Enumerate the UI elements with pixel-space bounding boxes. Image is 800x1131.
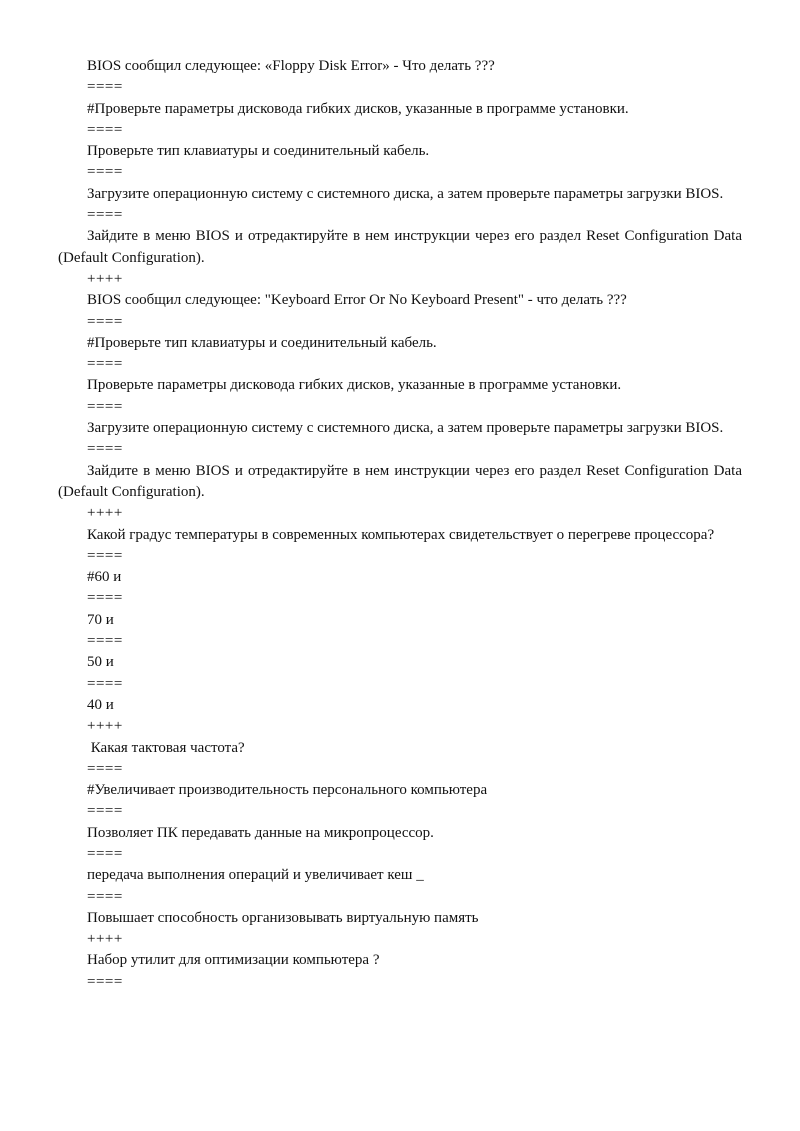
- answer-text: передача выполнения операций и увеличивает кеш _: [87, 867, 424, 884]
- answer-text: Зайдите в меню BIOS и отредактируйте в нем инструкции через его раздел Reset Configuration Data (Default Configuration).: [58, 228, 742, 266]
- answer-separator: ====: [87, 888, 123, 905]
- answer-separator: ====: [87, 79, 123, 96]
- question-separator: ++++: [87, 505, 123, 522]
- answer-text: Загрузите операционную систему с системного диска, а затем проверьте параметры загрузки BIOS.: [87, 420, 724, 437]
- answer-text: #60 и: [87, 569, 122, 586]
- answer-separator: ====: [87, 845, 123, 862]
- answer-separator: ====: [87, 398, 123, 415]
- answer-text: Зайдите в меню BIOS и отредактируйте в нем инструкции через его раздел Reset Configuration Data (Default Configuration).: [58, 462, 742, 500]
- answer-separator: ====: [87, 441, 123, 458]
- answer-separator: ====: [87, 313, 123, 330]
- answer-text: 40 и: [87, 696, 114, 713]
- answer-separator: ====: [87, 356, 123, 373]
- answer-text: Проверьте параметры дисковода гибких дисков, указанные в программе установки.: [87, 377, 622, 394]
- answer-text: #Проверьте параметры дисковода гибких дисков, указанные в программе установки.: [87, 100, 629, 117]
- answer-text: Загрузите операционную систему с системного диска, а затем проверьте параметры загрузки BIOS.: [87, 185, 724, 202]
- answer-separator: ====: [87, 547, 123, 564]
- answer-text: 50 и: [87, 654, 114, 671]
- answer-text: Проверьте тип клавиатуры и соединительный кабель.: [87, 143, 430, 160]
- document-page: [58, 56, 742, 993]
- answer-text: #Проверьте тип клавиатуры и соединительный кабель.: [87, 334, 437, 351]
- answer-text: Повышает способность организовывать виртуальную память: [87, 909, 479, 926]
- question-text: Какой градус температуры в современных компьютерах свидетельствует о перегреве процессора?: [87, 526, 715, 543]
- answer-text: 70 и: [87, 611, 114, 628]
- answer-text: Позволяет ПК передавать данные на микропроцессор.: [87, 824, 434, 841]
- question-text: Набор утилит для оптимизации компьютера ?: [87, 952, 380, 969]
- answer-separator: ====: [87, 590, 123, 607]
- question-separator: ++++: [87, 931, 123, 948]
- question-separator: ++++: [87, 270, 123, 287]
- answer-separator: ====: [87, 207, 123, 224]
- answer-text: #Увеличивает производительность персонального компьютера: [87, 782, 488, 799]
- question-text: Какая тактовая частота?: [87, 739, 245, 756]
- question-separator: ++++: [87, 718, 123, 735]
- answer-separator: ====: [87, 164, 123, 181]
- answer-separator: ====: [87, 973, 123, 990]
- answer-separator: ====: [87, 121, 123, 138]
- answer-separator: ====: [87, 803, 123, 820]
- answer-separator: ====: [87, 760, 123, 777]
- question-text: BIOS сообщил следующее: «Floppy Disk Error» - Что делать ???: [87, 58, 495, 74]
- answer-separator: ====: [87, 675, 123, 692]
- answer-separator: ====: [87, 633, 123, 650]
- question-text: BIOS сообщил следующее: "Keyboard Error Or No Keyboard Present" - что делать ???: [87, 292, 627, 309]
